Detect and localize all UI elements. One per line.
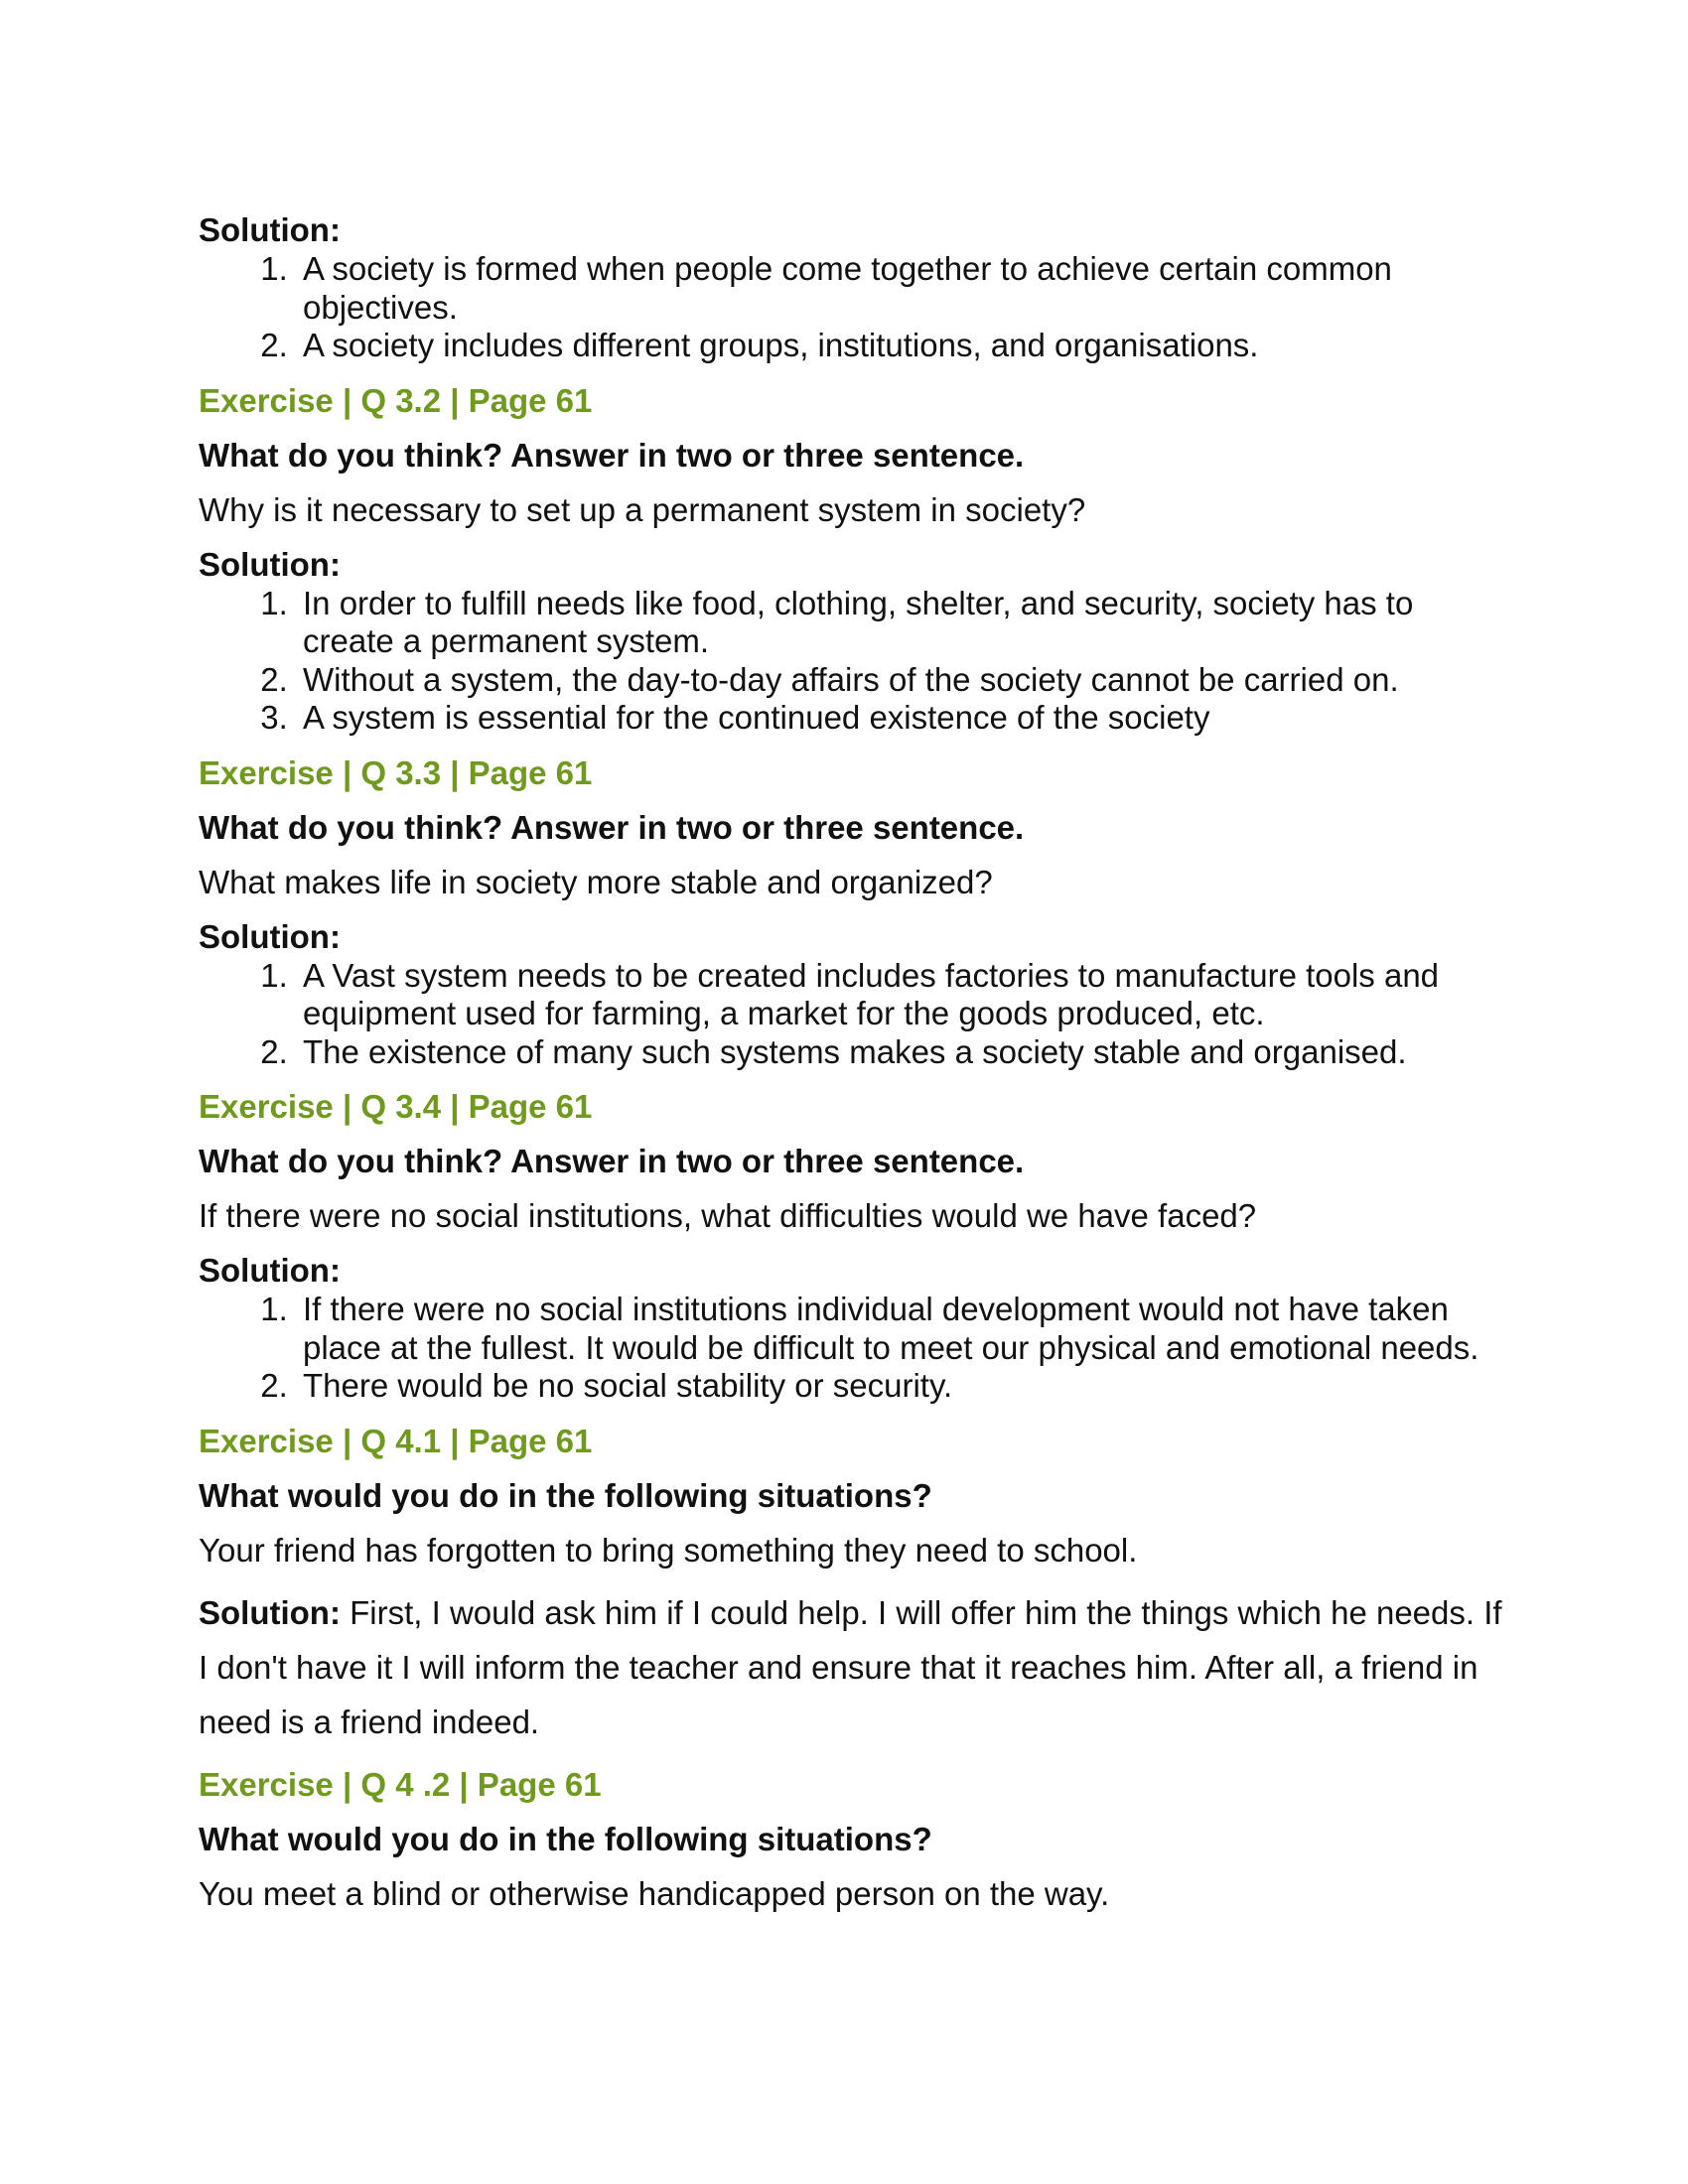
list-item: 1. A Vast system needs to be created includes factories to manufacture tools and equipment used for farming, a market for the goods produced, etc.	[297, 957, 1509, 1033]
exercise-3-4	[199, 1087, 1509, 1406]
solution-label: Solution:	[199, 545, 341, 583]
list-item: 3. A system is essential for the continued existence of the society	[297, 699, 1509, 738]
question-text: Why is it necessary to set up a permanent system in society?	[199, 490, 1086, 528]
page-content	[199, 210, 1509, 1929]
solution-list	[199, 1291, 1509, 1406]
solution-list	[199, 250, 1509, 365]
list-item: 1. If there were no social institutions individual development would not have taken place at the fullest. It would be difficult to meet our physical and emotional needs.	[297, 1291, 1509, 1367]
top-solution	[199, 210, 1509, 365]
solution-label: Solution:	[199, 1593, 341, 1631]
exercise-heading: Exercise | Q 4 .2 | Page 61	[199, 1765, 602, 1803]
question-text: If there were no social institutions, what difficulties would we have faced?	[199, 1197, 1257, 1234]
list-item: 2. A society includes different groups, institutions, and organisations.	[297, 327, 1509, 365]
solution-list	[199, 585, 1509, 738]
exercise-heading: Exercise | Q 3.4 | Page 61	[199, 1088, 593, 1125]
exercise-heading: Exercise | Q 4.1 | Page 61	[199, 1422, 593, 1459]
question-text: You meet a blind or otherwise handicapped person on the way.	[199, 1874, 1110, 1912]
question-instruction: What would you do in the following situations?	[199, 1476, 932, 1514]
list-item: 2. The existence of many such systems makes a society stable and organised.	[297, 1033, 1509, 1072]
inline-solution	[199, 1585, 1509, 1749]
exercise-4-1	[199, 1422, 1509, 1749]
question-instruction: What do you think? Answer in two or three sentence.	[199, 436, 1025, 474]
question-instruction: What would you do in the following situations?	[199, 1820, 932, 1857]
solution-label: Solution:	[199, 211, 341, 248]
exercise-heading: Exercise | Q 3.3 | Page 61	[199, 753, 593, 791]
question-text: Your friend has forgotten to bring something they need to school.	[199, 1531, 1138, 1569]
question-instruction: What do you think? Answer in two or three sentence.	[199, 808, 1025, 846]
solution-label: Solution:	[199, 1252, 341, 1289]
list-item: 1. A society is formed when people come together to achieve certain common objectives.	[297, 250, 1509, 327]
question-text: What makes life in society more stable and organized?	[199, 863, 993, 900]
solution-label: Solution:	[199, 917, 341, 955]
question-instruction: What do you think? Answer in two or three sentence.	[199, 1143, 1025, 1179]
exercise-3-3	[199, 753, 1509, 1072]
list-item: 1. In order to fulfill needs like food, clothing, shelter, and security, society has to create a permanent system.	[297, 585, 1509, 661]
list-item: 2. There would be no social stability or security.	[297, 1367, 1509, 1406]
exercise-3-2	[199, 381, 1509, 738]
solution-list	[199, 957, 1509, 1072]
exercise-4-2	[199, 1765, 1509, 1914]
exercise-heading: Exercise | Q 3.2 | Page 61	[199, 381, 593, 419]
solution-text: First, I would ask him if I could help. I will offer him the things which he needs. If I don't have it I will inform the teacher and ensure that it reaches him. After all, a friend in need is a friend indeed.	[199, 1593, 1502, 1740]
list-item: 2. Without a system, the day-to-day affairs of the society cannot be carried on.	[297, 661, 1509, 700]
